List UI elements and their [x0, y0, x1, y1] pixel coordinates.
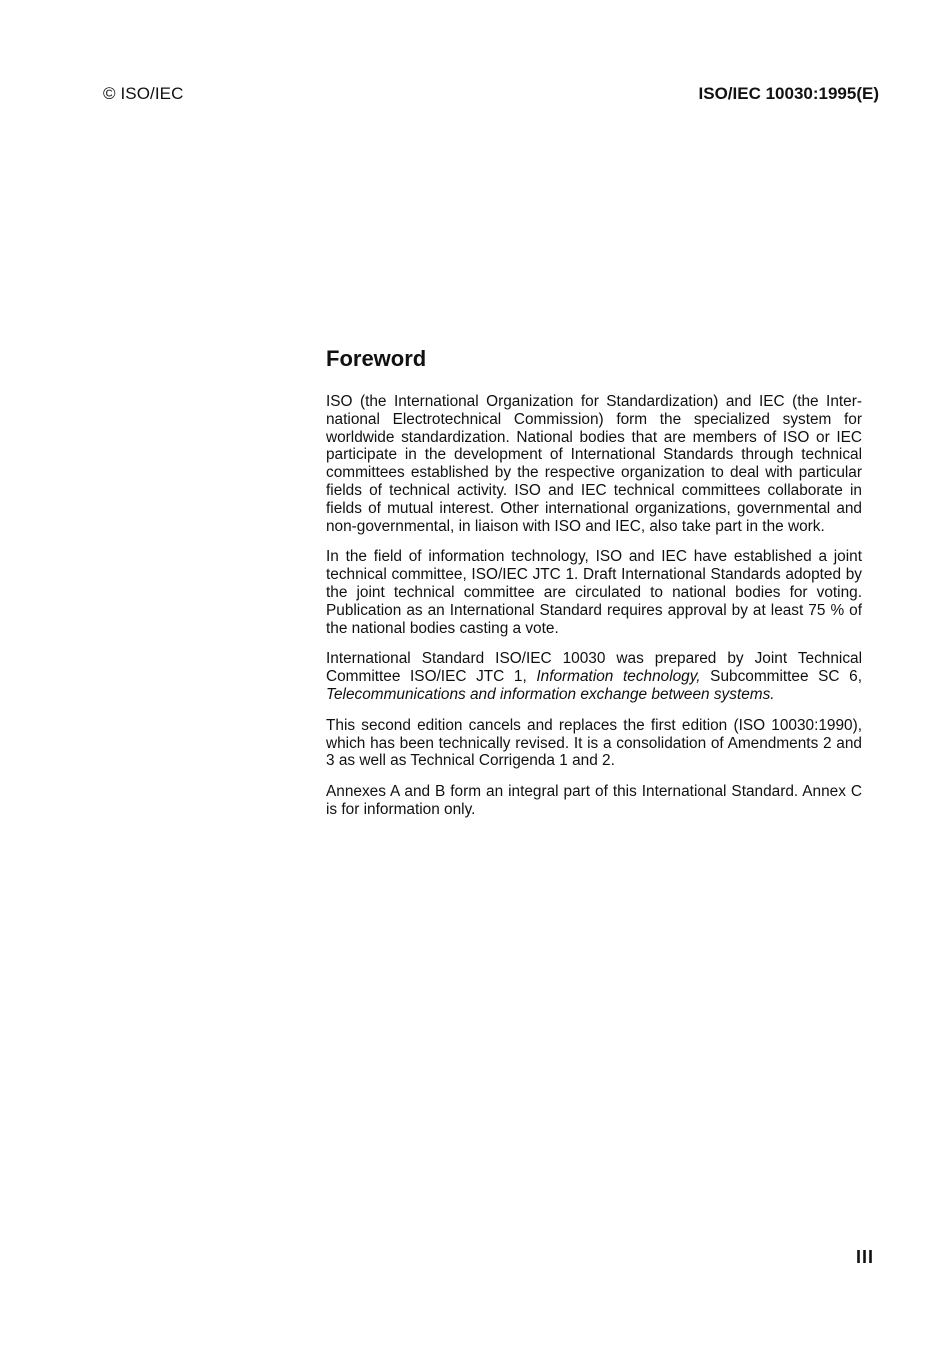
foreword-paragraph-1: ISO (the International Organization for Standardization) and IEC (the International Electrotechnical Commission) form the specialized system for worldwide standardization. National bodies that are members of ISO or IEC participate in the development of International Standards through technical committees established by the respective organization to deal with particular fields of technical activity. ISO and IEC technical committees collaborate in fields of mutual interest. Other international organizations, governmental and non-governmental, in liaison with ISO and IEC, also take part in the work.: [326, 393, 862, 535]
paragraph-3-text-c: Subcommittee SC 6,: [700, 668, 862, 686]
foreword-paragraph-3: [326, 650, 862, 703]
foreword-paragraph-2: In the field of information technology, ISO and IEC have established a joint technical committee, ISO/IEC JTC 1. Draft International Standards adopted by the joint technical committee are circulated to national bodies for voting. Publication as an International Standard requires approval by at least 75 % of the national bodies casting a vote.: [326, 548, 862, 637]
copyright-header: © ISO/IEC: [103, 84, 184, 103]
standard-number-header: ISO/IEC 10030:1995(E): [698, 84, 879, 103]
foreword-title: Foreword: [326, 346, 427, 371]
foreword-section: [326, 345, 862, 832]
paragraph-3-italic-d: Telecommunications and information exchange between systems.: [326, 685, 775, 703]
foreword-paragraph-4: This second edition cancels and replaces the first edition (ISO 10030:1990), which has been technically revised. It is a consolidation of Amendments 2 and 3 as well as Technical Corrigenda 1 and 2.: [326, 716, 862, 770]
paragraph-3-text-a: International Standard ISO/IEC 10030 was prepared by Joint Technical Committee ISO/IEC JTC 1,: [326, 650, 862, 686]
foreword-paragraph-5: Annexes A and B form an integral part of this International Standard. Annex C is for information only.: [326, 783, 862, 818]
paragraph-3-italic-b: Information technology,: [536, 668, 701, 686]
page-number: III: [855, 1247, 874, 1267]
